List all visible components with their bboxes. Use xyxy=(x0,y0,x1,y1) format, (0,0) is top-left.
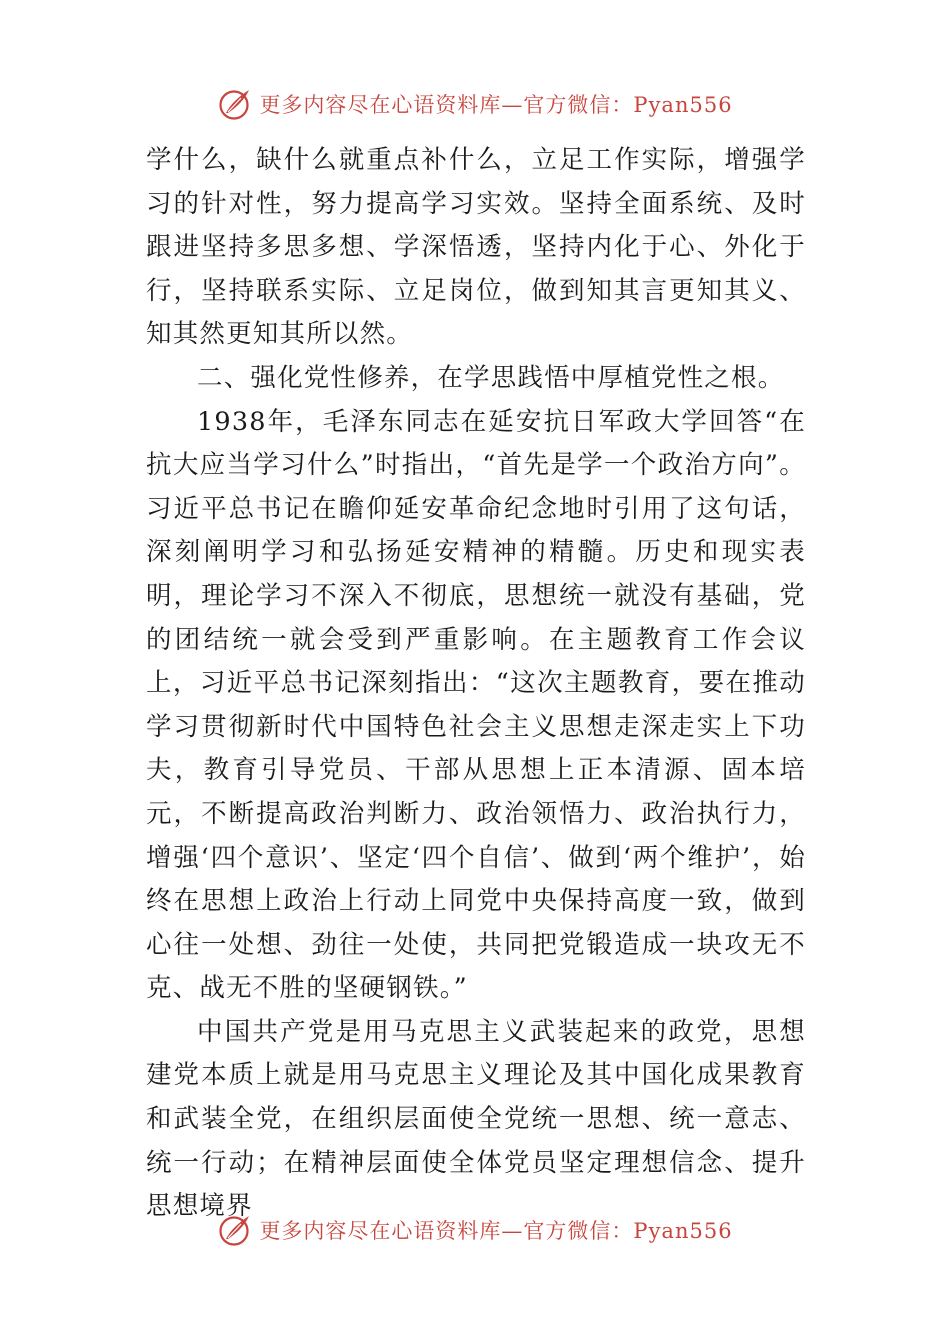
watermark-header xyxy=(0,84,950,124)
quill-logo-icon xyxy=(217,1212,253,1248)
document-body xyxy=(146,139,806,1229)
paragraph: 学什么，缺什么就重点补什么，立足工作实际，增强学习的针对性，努力提高学习实效。坚持全面系统、及时跟进坚持多思多想、学深悟透，坚持内化于心、外化于行，坚持联系实际、立足岗位，做到知其言更知其义、知其然更知其所以然。 xyxy=(146,145,806,350)
quill-logo-icon xyxy=(217,86,253,122)
section-heading: 二、强化党性修养，在学思践悟中厚植党性之根。 xyxy=(197,362,785,393)
watermark-footer xyxy=(0,1210,950,1250)
paragraph: 1938年，毛泽东同志在延安抗日军政大学回答“在抗大应当学习什么”时指出，“首先是学一个政治方向”。习近平总书记在瞻仰延安革命纪念地时引用了这句话，深刻阐明学习和弘扬延安精神的精髓。历史和现实表明，理论学习不深入不彻底，思想统一就没有基础，党的团结统一就会受到严重影响。在主题教育工作会议上，习近平总书记深刻指出：“这次主题教育，要在推动学习贯彻新时代中国特色社会主义思想走深走实上下功夫，教育引导党员、干部从思想上正本清源、固本培元，不断提高政治判断力、政治领悟力、政治执行力，增强‘四个意识’、坚定‘四个自信’、做到‘两个维护’，始终在思想上政治上行动上同党中央保持高度一致，做到心往一处想、劲往一处使，共同把党锻造成一块攻无不克、战无不胜的坚硬钢铁。” xyxy=(146,406,806,1004)
watermark-text: 更多内容尽在心语资料库—官方微信：Pyan556 xyxy=(259,93,733,117)
paragraph: 中国共产党是用马克思主义武装起来的政党，思想建党本质上就是用马克思主义理论及其中国化成果教育和武装全党，在组织层面使全党统一思想、统一意志、统一行动；在精神层面使全体党员坚定理想信念、提升思想境界 xyxy=(146,1016,806,1222)
watermark-text: 更多内容尽在心语资料库—官方微信：Pyan556 xyxy=(259,1219,733,1243)
